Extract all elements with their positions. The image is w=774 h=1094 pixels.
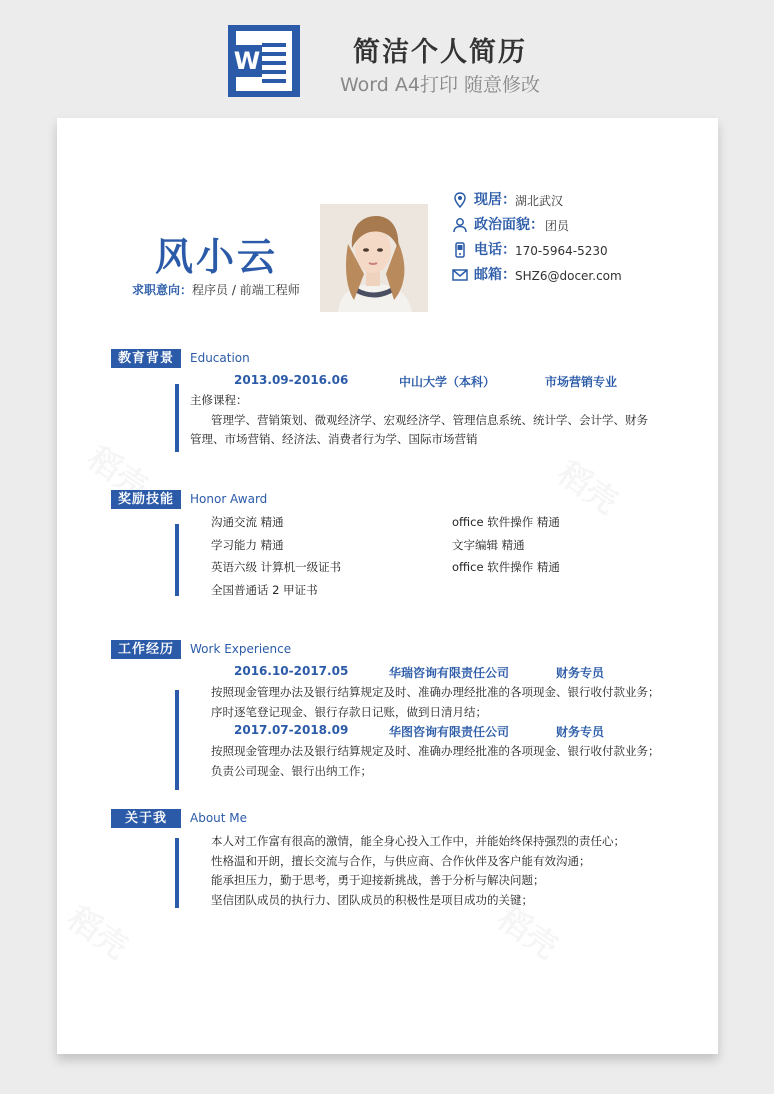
skill-item: 全国普通话 2 甲证书 — [211, 583, 318, 597]
banner-title: 简洁个人简历 — [353, 37, 527, 68]
job-duty: 负责公司现金、银行出纳工作； — [211, 764, 372, 778]
section-tag-work: 工作经历 — [111, 640, 181, 659]
about-line: 本人对工作富有很高的激情，能全身心投入工作中，并能始终保持强烈的责任心； — [211, 834, 625, 848]
contact-value: 湖北武汉 — [515, 194, 564, 208]
profile-photo — [320, 204, 428, 312]
contact-label: 电话： — [474, 242, 516, 258]
skill-item: 学习能力 精通 — [211, 538, 284, 552]
education-period: 2013.09-2016.06 — [234, 373, 349, 387]
objective-value: 程序员 / 前端工程师 — [192, 283, 300, 297]
section-bar — [175, 838, 179, 908]
job-duty: 序时逐笔登记现金、银行存款日记账，做到日清月结； — [211, 705, 487, 719]
section-subtitle-education: Education — [190, 351, 250, 365]
job-period: 2017.07-2018.09 — [234, 723, 349, 737]
job-duty: 按照现金管理办法及银行结算规定及时、准确办理经批准的各项现金、银行收付款业务； — [211, 685, 660, 699]
watermark-graphic — [60, 894, 139, 968]
section-subtitle-honors: Honor Award — [190, 492, 268, 506]
job-company: 华图咨询有限责任公司 — [389, 725, 510, 739]
section-tag-about: 关于我 — [111, 809, 181, 828]
watermark-graphic — [550, 449, 629, 523]
word-document-icon — [228, 25, 300, 97]
job-duty: 按照现金管理办法及银行结算规定及时、准确办理经批准的各项现金、银行收付款业务； — [211, 744, 660, 758]
section-tag-honors: 奖励技能 — [111, 490, 181, 509]
contact-label: 邮箱： — [474, 267, 516, 283]
job-position: 财务专员 — [556, 666, 605, 680]
banner-subtitle: Word A4打印 随意修改 — [339, 74, 540, 96]
candidate-name: 风小云 — [155, 235, 279, 279]
contact-label: 政治面貌： — [474, 217, 544, 233]
section-subtitle-work: Work Experience — [190, 642, 292, 656]
resume-page — [57, 118, 718, 1054]
section-subtitle-about: About Me — [190, 811, 248, 825]
skill-item: office 软件操作 精通 — [452, 515, 560, 529]
job-position: 财务专员 — [556, 725, 605, 739]
section-bar — [175, 384, 179, 452]
contact-label: 现居： — [474, 192, 516, 208]
location-icon — [452, 192, 468, 208]
skill-item: 沟通交流 精通 — [211, 515, 284, 529]
person-icon — [452, 217, 468, 233]
phone-icon — [452, 242, 468, 258]
about-line: 性格温和开朗，擅长交流与合作，与供应商、合作伙伴及客户能有效沟通； — [211, 854, 591, 868]
contact-value: SHZ6@docer.com — [515, 269, 622, 283]
mail-icon — [452, 267, 468, 283]
education-school: 中山大学（本科） — [399, 375, 496, 389]
about-line: 坚信团队成员的执行力、团队成员的积极性是项目成功的关键； — [211, 893, 533, 907]
word-icon-letter: W — [233, 47, 261, 75]
courses-label: 主修课程： — [190, 393, 248, 407]
objective-label: 求职意向： — [132, 283, 193, 297]
section-bar — [175, 690, 179, 790]
skill-item: office 软件操作 精通 — [452, 560, 560, 574]
contact-value: 团员 — [545, 219, 570, 233]
header-banner — [0, 0, 774, 118]
contact-value: 170-5964-5230 — [515, 244, 608, 258]
skill-item: 英语六级 计算机一级证书 — [211, 560, 342, 574]
job-company: 华瑞咨询有限责任公司 — [389, 666, 510, 680]
education-major: 市场营销专业 — [545, 375, 618, 389]
section-tag-education: 教育背景 — [111, 349, 181, 368]
about-line: 能承担压力，勤于思考，勇于迎接新挑战，善于分析与解决问题； — [211, 873, 545, 887]
job-period: 2016.10-2017.05 — [234, 664, 349, 678]
job-objective — [132, 281, 300, 298]
section-bar — [175, 524, 179, 596]
courses-line: 管理学、营销策划、微观经济学、宏观经济学、管理信息系统、统计学、会计学、财务 — [211, 413, 648, 427]
skill-item: 文字编辑 精通 — [452, 538, 525, 552]
courses-line: 管理、市场营销、经济法、消费者行为学、国际市场营销 — [190, 432, 478, 446]
